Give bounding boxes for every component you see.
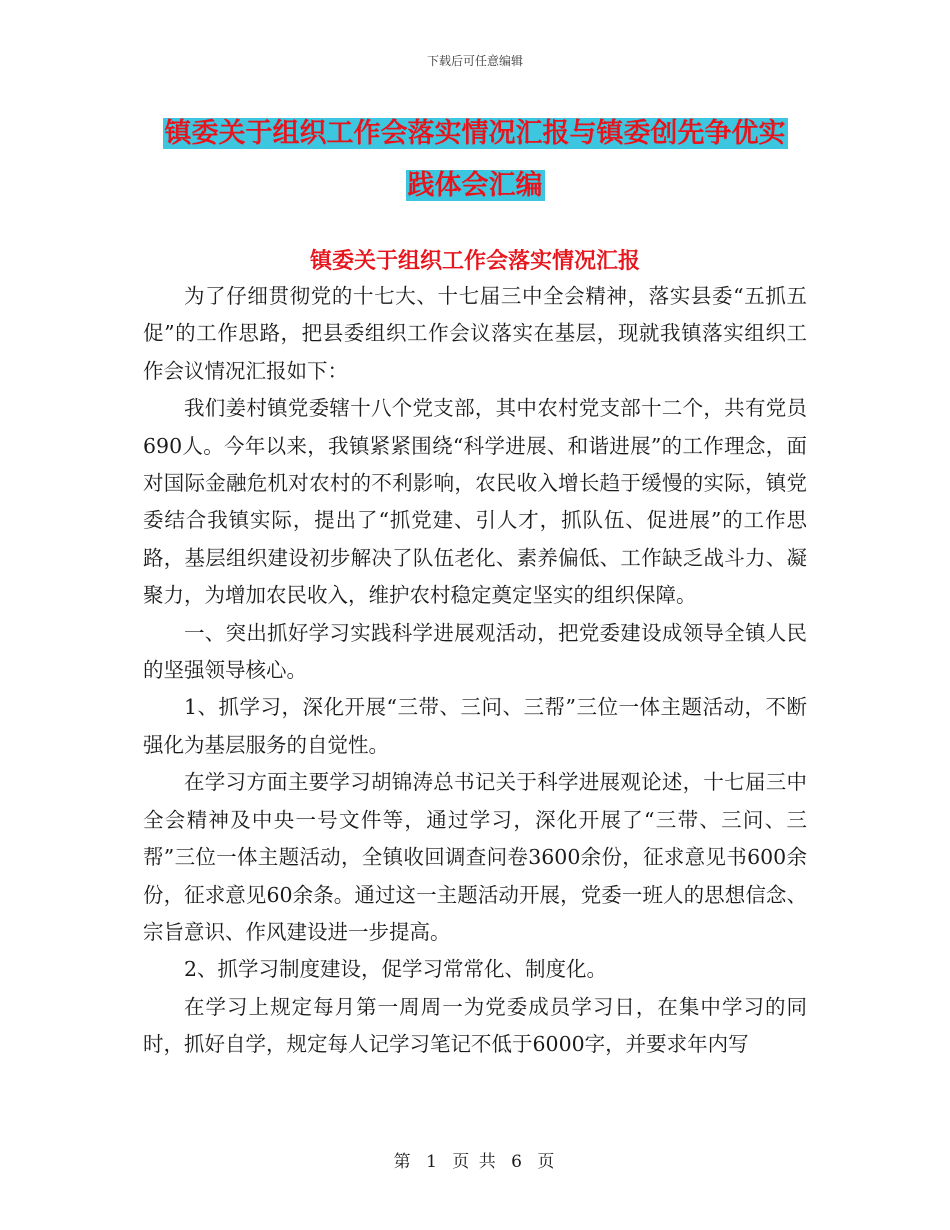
paragraph: 在学习方面主要学习胡锦涛总书记关于科学进展观论述，十七届三中全会精神及中央一号文件等，通过学习，深化开展了“三带、三问、三帮”三位一体主题活动，全镇收回调查问卷3600余份，征求意见书600余份，征求意见60余条。通过这一主题活动开展，党委一班人的思想信念、宗旨意识、作风建设进一步提高。: [143, 770, 807, 944]
footer-middle: 页 共: [452, 1152, 498, 1172]
page-header-note: 下载后可任意编辑: [426, 54, 523, 68]
section-title: 镇委关于组织工作会落实情况汇报: [309, 248, 640, 274]
document-title-line2: 践体会汇编: [407, 170, 543, 201]
paragraph: 一、突出抓好学习实践科学进展观活动，把党委建设成领导全镇人民的坚强领导核心。: [143, 620, 807, 683]
total-page-count: 6: [511, 1152, 524, 1172]
footer-suffix: 页: [537, 1152, 557, 1172]
paragraph: 2、抓学习制度建设，促学习常常化、制度化。: [184, 957, 608, 982]
paragraph: 我们姜村镇党委辖十八个党支部，其中农村党支部十二个，共有党员690人。今年以来，我镇紧紧围绕“科学进展、和谐进展”的工作理念，面对国际金融危机对农村的不利影响，农民收入增长趋于缓慢的实际，镇党委结合我镇实际，提出了“抓党建、引人才，抓队伍、促进展”的工作思路，基层组织建设初步解决了队伍老化、素养偏低、工作缺乏战斗力、凝聚力，为增加农民收入，维护农村稳定奠定坚实的组织保障。: [143, 396, 807, 608]
paragraph: 在学习上规定每月第一周周一为党委成员学习日，在集中学习的同时，抓好自学，规定每人记学习笔记不低于6000字，并要求年内写: [143, 994, 807, 1057]
document-title-line1: 镇委关于组织工作会落实情况汇报与镇委创先争优实: [164, 118, 786, 149]
document-title: [140, 108, 810, 212]
paragraph: 1、抓学习，深化开展“三带、三问、三帮”三位一体主题活动，不断强化为基层服务的自觉性。: [143, 695, 807, 757]
document-body: [143, 278, 807, 1064]
footer-prefix: 第: [393, 1152, 413, 1172]
page-footer: [0, 1147, 950, 1172]
current-page-number: 1: [426, 1152, 439, 1172]
paragraph: 为了仔细贯彻党的十七大、十七届三中全会精神，落实县委“五抓五促”的工作思路，把县委组织工作会议落实在基层，现就我镇落实组织工作会议情况汇报如下：: [143, 284, 807, 383]
